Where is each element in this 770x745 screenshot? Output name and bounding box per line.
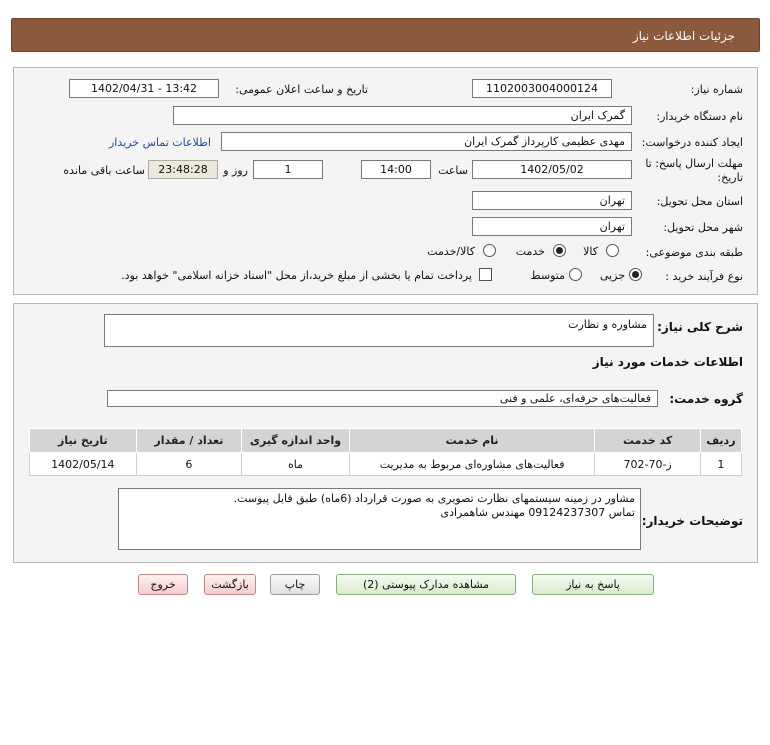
request-creator-label: ایجاد کننده درخواست:	[641, 136, 743, 149]
category-service-label: خدمت	[515, 245, 545, 258]
services-table	[29, 428, 742, 476]
need-summary-field[interactable]: مشاوره و نظارت	[104, 314, 654, 347]
need-number-field[interactable]: 1102003004000124	[472, 79, 612, 98]
buyer-org-field[interactable]: گمرک ایران	[173, 106, 632, 125]
request-creator-field[interactable]: مهدی عظیمی کارپرداز گمرک ایران	[221, 132, 632, 151]
remaining-time-label: ساعت باقی مانده	[63, 164, 145, 177]
cell-service-code: ز-70-702	[595, 453, 701, 476]
category-label: طبقه بندی موضوعی:	[645, 246, 743, 259]
service-group-field[interactable]: فعالیت‌های حرفه‌ای، علمی و فنی	[107, 390, 658, 407]
exit-button[interactable]: خروج	[138, 574, 188, 595]
services-table-header	[30, 429, 742, 453]
view-attachments-button[interactable]: مشاهده مدارک پیوستی (2)	[336, 574, 516, 595]
need-number-label: شماره نیاز:	[690, 83, 743, 96]
category-radio-service[interactable]	[553, 244, 566, 257]
col-service-name: نام خدمت	[349, 429, 595, 453]
announce-datetime-field[interactable]: 1402/04/31 - 13:42	[69, 79, 219, 98]
need-summary-label: شرح کلی نیاز:	[657, 320, 743, 334]
treasury-payment-checkbox[interactable]	[479, 268, 492, 281]
buyer-notes-label: توضیحات خریدار:	[641, 514, 743, 528]
category-radio-goods[interactable]	[606, 244, 619, 257]
service-group-label: گروه خدمت:	[669, 392, 743, 406]
category-goods-service-label: کالا/خدمت	[427, 245, 475, 258]
deadline-time-label: ساعت	[438, 164, 468, 177]
category-radio-goods-service[interactable]	[483, 244, 496, 257]
delivery-province-field[interactable]: تهران	[472, 191, 632, 210]
cell-quantity: 6	[136, 453, 242, 476]
need-info-panel	[13, 67, 758, 295]
col-quantity: تعداد / مقدار	[136, 429, 242, 453]
treasury-payment-text: پرداخت تمام یا بخشی از مبلغ خرید،از محل "اسناد خزانه اسلامی" خواهد بود.	[121, 269, 472, 282]
buyer-contact-link[interactable]: اطلاعات تماس خریدار	[109, 136, 211, 149]
deadline-label: مهلت ارسال پاسخ: تا	[645, 157, 743, 170]
cell-unit: ماه	[242, 453, 350, 476]
reply-to-need-button[interactable]: پاسخ به نیاز	[532, 574, 654, 595]
process-radio-medium[interactable]	[569, 268, 582, 281]
process-medium-label: متوسط	[530, 269, 565, 282]
delivery-province-label: استان محل تحویل:	[656, 195, 743, 208]
announce-datetime-label: تاریخ و ساعت اعلان عمومی:	[235, 83, 368, 96]
category-goods-label: کالا	[583, 245, 598, 258]
deadline-date-label: تاریخ:	[717, 171, 743, 184]
services-section-title: اطلاعات خدمات مورد نیاز	[592, 355, 743, 369]
process-radio-minor[interactable]	[629, 268, 642, 281]
process-minor-label: جزیی	[599, 269, 625, 282]
delivery-city-field[interactable]: تهران	[472, 217, 632, 236]
remaining-time-field: 23:48:28	[148, 160, 218, 179]
buyer-org-label: نام دستگاه خریدار:	[656, 110, 743, 123]
back-button[interactable]: بازگشت	[204, 574, 256, 595]
col-need-date: تاریخ نیاز	[30, 429, 137, 453]
print-button[interactable]: چاپ	[270, 574, 320, 595]
cell-row-number: 1	[700, 453, 741, 476]
col-service-code: کد خدمت	[595, 429, 701, 453]
buyer-notes-field[interactable]: مشاور در زمینه سیستمهای نظارت تصویری به صورت قرارداد (6ماه) طبق فایل پیوست. تماس 09124237307 مهندس شاهمرادی	[118, 488, 641, 550]
page-header	[11, 18, 760, 52]
delivery-city-label: شهر محل تحویل:	[663, 221, 743, 234]
col-row-number: ردیف	[700, 429, 741, 453]
deadline-time-field[interactable]: 14:00	[361, 160, 431, 179]
table-row	[30, 453, 742, 476]
remaining-days-field[interactable]: 1	[253, 160, 323, 179]
deadline-date-field[interactable]: 1402/05/02	[472, 160, 632, 179]
col-unit: واحد اندازه گیری	[242, 429, 350, 453]
remaining-days-label: روز و	[223, 164, 248, 177]
cell-service-name: فعالیت‌های مشاوره‌ای مربوط به مدیریت	[349, 453, 595, 476]
page-title: جزئیات اطلاعات نیاز	[632, 29, 735, 43]
cell-need-date: 1402/05/14	[30, 453, 137, 476]
process-type-label: نوع فرآیند خرید :	[665, 270, 743, 283]
